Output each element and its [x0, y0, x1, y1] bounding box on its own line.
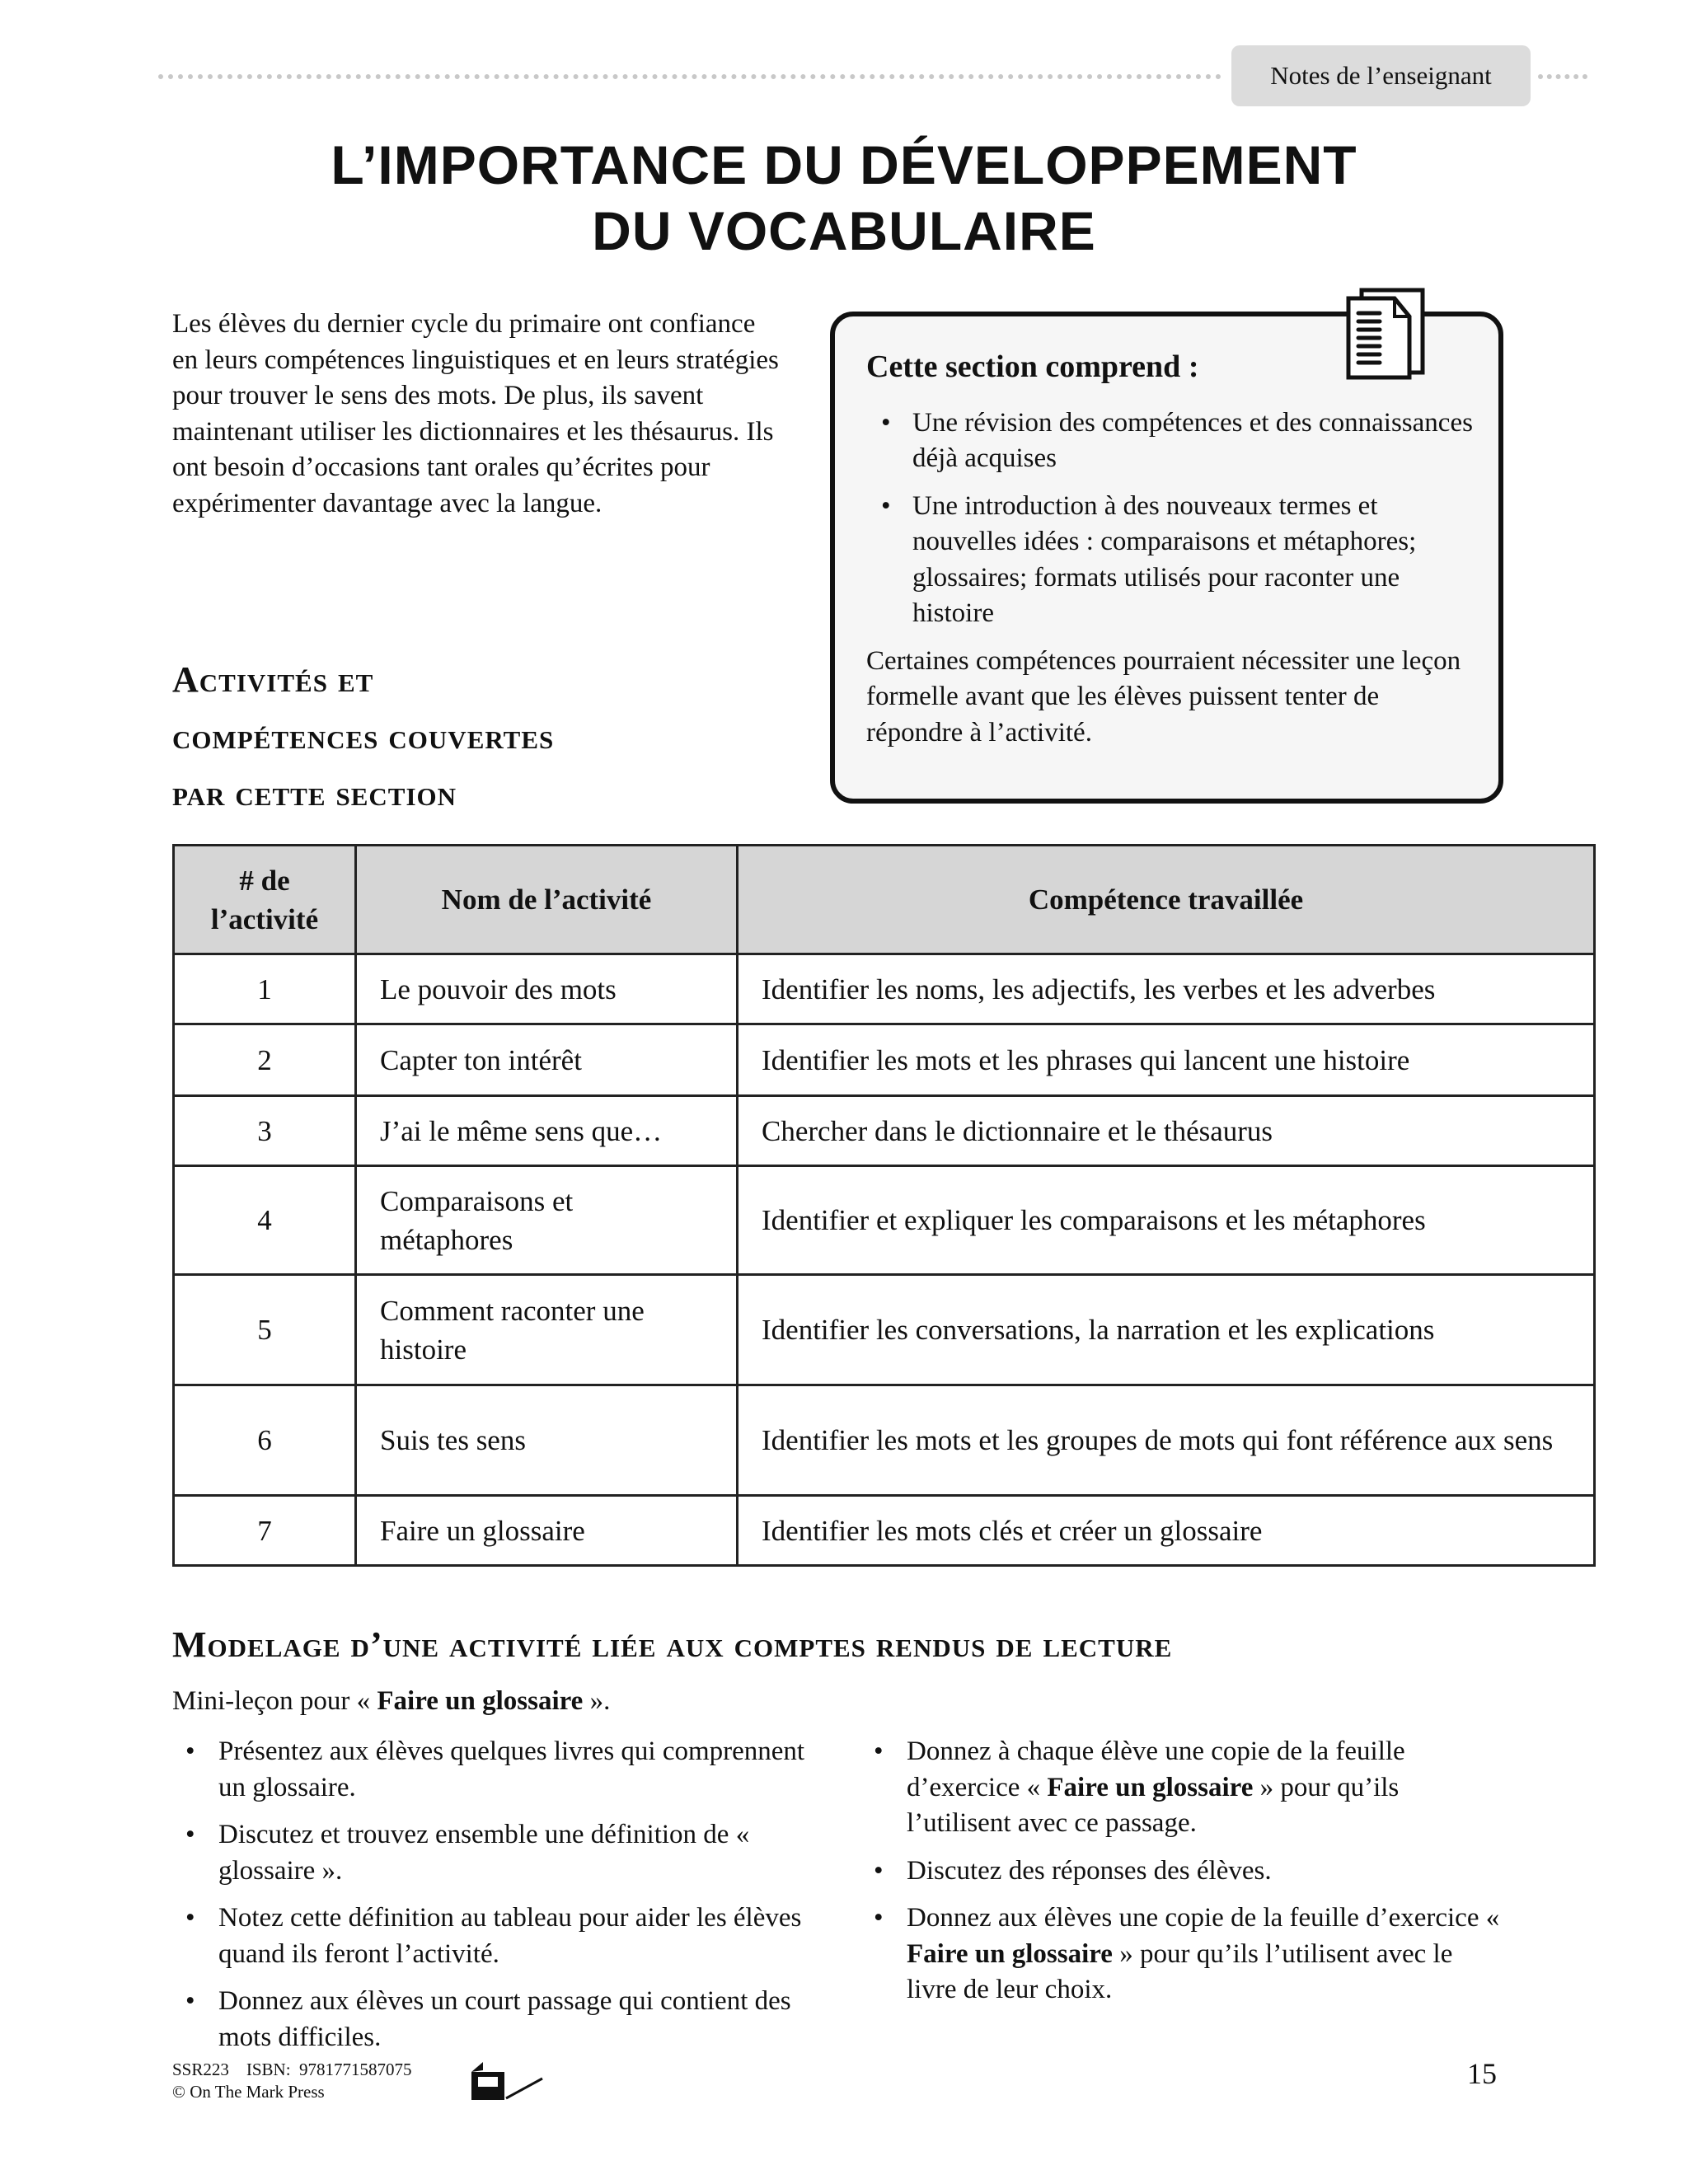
bold-text: Faire un glossaire [1047, 1772, 1254, 1802]
activity-skill: Identifier les mots clés et créer un glossaire [738, 1496, 1595, 1566]
activity-number: 6 [174, 1385, 356, 1496]
table-row [174, 1385, 1595, 1496]
left-steps-list [185, 1734, 812, 2067]
table-row [174, 1275, 1595, 1385]
title-line: L’IMPORTANCE DU DÉVELOPPEMENT [331, 134, 1357, 195]
dotted-rule [158, 74, 1221, 79]
activity-number: 5 [174, 1275, 356, 1385]
activity-name: Faire un glossaire [356, 1496, 738, 1566]
activities-heading [172, 651, 749, 822]
heading-line: Activités et [172, 659, 374, 700]
activity-skill: Identifier les mots et les phrases qui lancent une histoire [738, 1024, 1595, 1096]
text: Donnez aux élèves une copie de la feuille d’exercice « [907, 1903, 1500, 1933]
activity-number: 7 [174, 1496, 356, 1566]
box-item: • Une introduction à des nouveaux termes et nouvelles idées : comparaisons et métaphores; glossaires; formats utilisés pour raconter une histoire [881, 489, 1474, 632]
text: » pour qu’ils l’utilisent avec ce passage. [907, 1772, 1400, 1838]
box-item: • Une révision des compétences et des connaissances déjà acquises [881, 405, 1474, 477]
table-row [174, 1496, 1595, 1566]
modelage-heading: Modelage d’une activité liée aux comptes rendus de lecture [172, 1624, 1173, 1665]
list-item: • Présentez aux élèves quelques livres qui comprennent un glossaire. [185, 1734, 812, 1806]
col-header-skill: Compétence travaillée [738, 846, 1595, 954]
document-icon [1343, 287, 1426, 382]
activities-table [172, 844, 1596, 1567]
bold-text: Faire un glossaire [907, 1938, 1113, 1969]
table-row [174, 1096, 1595, 1166]
footer-info [172, 2059, 412, 2103]
activity-number: 3 [174, 1096, 356, 1166]
activity-name: Le pouvoir des mots [356, 954, 738, 1024]
table-header-row [174, 846, 1595, 954]
photocopier-icon [470, 2060, 552, 2102]
table-row [174, 1024, 1595, 1096]
list-item [874, 1734, 1500, 1842]
text: » pour qu’ils l’utilisent avec le livre de leur choix. [907, 1938, 1453, 2004]
text: Mini-leçon pour « [172, 1686, 377, 1716]
page-number: 15 [1467, 2057, 1497, 2090]
footer-copyright: © On The Mark Press [172, 2082, 325, 2102]
text: ». [583, 1686, 611, 1716]
activity-name: Comparaisons et métaphores [356, 1166, 738, 1275]
activity-name: J’ai le même sens que… [356, 1096, 738, 1166]
text: Donnez à chaque élève une copie de la feuille d’exercice « [907, 1736, 1405, 1802]
heading-line: compétences couvertes [172, 716, 555, 757]
text: Discutez des réponses des élèves. [907, 1855, 1272, 1886]
table-row [174, 1166, 1595, 1275]
list-item [874, 1900, 1500, 2008]
right-steps-list [874, 1734, 1500, 2020]
teacher-notes-tab: Notes de l’enseignant [1231, 45, 1531, 106]
footer-code: SSR223 ISBN: 9781771587075 [172, 2060, 412, 2079]
bold-text: Faire un glossaire [377, 1686, 584, 1716]
mini-lesson-line [172, 1686, 610, 1717]
section-summary-box [830, 312, 1503, 804]
activity-name: Comment raconter une histoire [356, 1275, 738, 1385]
dotted-rule [1538, 74, 1587, 79]
activity-skill: Identifier et expliquer les comparaisons et les métaphores [738, 1166, 1595, 1275]
box-note: Certaines compétences pourraient nécessiter une leçon formelle avant que les élèves puissent tenter de répondre à l’activité. [866, 645, 1461, 748]
activity-name: Capter ton intérêt [356, 1024, 738, 1096]
table-row [174, 954, 1595, 1024]
list-item: • Discutez et trouvez ensemble une définition de « glossaire ». [185, 1817, 812, 1889]
col-header-name: Nom de l’activité [356, 846, 738, 954]
activity-number: 2 [174, 1024, 356, 1096]
activity-skill: Identifier les mots et les groupes de mots qui font référence aux sens [738, 1385, 1595, 1496]
activity-skill: Identifier les noms, les adjectifs, les verbes et les adverbes [738, 954, 1595, 1024]
activity-name: Suis tes sens [356, 1385, 738, 1496]
activity-skill: Identifier les conversations, la narration et les explications [738, 1275, 1595, 1385]
intro-paragraph: Les élèves du dernier cycle du primaire ont confiance en leurs compétences linguistiques et en leurs stratégies pour trouver le sens des mots. De plus, ils savent maintenant utiliser les dictionnaires et les thésaurus. Ils ont besoin d’occasions tant orales qu’écrites pour expérimenter davantage avec la langue. [172, 309, 779, 518]
list-item: • Donnez aux élèves un court passage qui contient des mots difficiles. [185, 1984, 812, 2055]
heading-line: par cette section [172, 773, 457, 813]
activity-number: 1 [174, 954, 356, 1024]
box-heading: Cette section comprend : [866, 349, 1199, 384]
col-header-number: # de l’activité [174, 846, 356, 954]
list-item [874, 1854, 1500, 1890]
list-item: • Notez cette définition au tableau pour aider les élèves quand ils feront l’activité. [185, 1900, 812, 1972]
title-line: DU VOCABULAIRE [592, 200, 1096, 261]
activity-number: 4 [174, 1166, 356, 1275]
page-title [0, 132, 1688, 264]
activity-skill: Chercher dans le dictionnaire et le thésaurus [738, 1096, 1595, 1166]
